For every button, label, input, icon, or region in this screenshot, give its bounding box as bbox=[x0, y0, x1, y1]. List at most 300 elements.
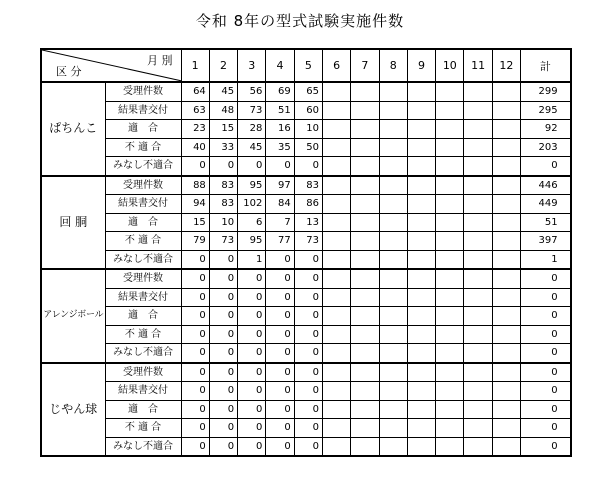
month-value-cell bbox=[351, 382, 379, 401]
month-value-cell: 73 bbox=[238, 101, 266, 120]
month-value-cell bbox=[322, 176, 350, 195]
month-value-cell bbox=[492, 382, 520, 401]
table-row bbox=[41, 195, 571, 214]
month-header-1: 1 bbox=[181, 49, 209, 82]
month-value-cell: 0 bbox=[266, 325, 294, 344]
total-value-cell: 0 bbox=[521, 419, 571, 438]
month-value-cell: 40 bbox=[181, 138, 209, 157]
month-value-cell: 0 bbox=[238, 382, 266, 401]
month-value-cell bbox=[322, 269, 350, 288]
month-value-cell: 0 bbox=[238, 437, 266, 456]
month-value-cell bbox=[351, 437, 379, 456]
month-value-cell bbox=[492, 138, 520, 157]
row-label-cell: みなし不適合 bbox=[105, 437, 181, 456]
total-value-cell: 397 bbox=[521, 232, 571, 251]
month-value-cell: 64 bbox=[181, 82, 209, 101]
month-value-cell bbox=[407, 82, 435, 101]
month-header-5: 5 bbox=[294, 49, 322, 82]
month-value-cell bbox=[351, 344, 379, 363]
month-value-cell bbox=[351, 176, 379, 195]
month-value-cell bbox=[436, 176, 464, 195]
month-value-cell bbox=[407, 195, 435, 214]
row-label-cell: 適 合 bbox=[105, 120, 181, 139]
table-row bbox=[41, 419, 571, 438]
row-label-cell: 結果書交付 bbox=[105, 195, 181, 214]
month-value-cell bbox=[351, 400, 379, 419]
month-value-cell: 0 bbox=[209, 288, 237, 307]
month-value-cell: 0 bbox=[181, 400, 209, 419]
month-value-cell: 0 bbox=[266, 288, 294, 307]
month-value-cell bbox=[407, 325, 435, 344]
table-body bbox=[41, 82, 571, 456]
month-value-cell: 0 bbox=[266, 157, 294, 176]
month-value-cell: 0 bbox=[181, 307, 209, 326]
total-value-cell: 0 bbox=[521, 157, 571, 176]
month-value-cell bbox=[492, 250, 520, 269]
month-value-cell bbox=[407, 157, 435, 176]
month-value-cell bbox=[407, 176, 435, 195]
month-value-cell: 0 bbox=[209, 157, 237, 176]
month-value-cell bbox=[351, 232, 379, 251]
month-value-cell: 0 bbox=[238, 344, 266, 363]
month-value-cell: 0 bbox=[238, 307, 266, 326]
month-value-cell bbox=[436, 232, 464, 251]
row-label-cell: 不 適 合 bbox=[105, 419, 181, 438]
total-value-cell: 295 bbox=[521, 101, 571, 120]
month-value-cell bbox=[464, 437, 492, 456]
month-value-cell: 0 bbox=[294, 288, 322, 307]
month-value-cell bbox=[379, 363, 407, 382]
month-value-cell: 69 bbox=[266, 82, 294, 101]
row-label-cell: 結果書交付 bbox=[105, 288, 181, 307]
month-value-cell bbox=[464, 120, 492, 139]
month-value-cell bbox=[379, 120, 407, 139]
month-value-cell: 73 bbox=[294, 232, 322, 251]
month-value-cell: 0 bbox=[294, 437, 322, 456]
month-value-cell: 84 bbox=[266, 195, 294, 214]
month-value-cell: 0 bbox=[294, 250, 322, 269]
row-label-cell: 適 合 bbox=[105, 307, 181, 326]
month-value-cell bbox=[464, 325, 492, 344]
month-value-cell bbox=[379, 176, 407, 195]
month-value-cell bbox=[464, 176, 492, 195]
month-value-cell bbox=[436, 288, 464, 307]
month-value-cell bbox=[379, 138, 407, 157]
row-label-cell: 適 合 bbox=[105, 400, 181, 419]
month-value-cell bbox=[407, 269, 435, 288]
total-header: 計 bbox=[521, 49, 571, 82]
month-value-cell bbox=[436, 195, 464, 214]
month-value-cell bbox=[322, 363, 350, 382]
row-label-cell: 受理件数 bbox=[105, 363, 181, 382]
month-header-9: 9 bbox=[407, 49, 435, 82]
month-value-cell: 0 bbox=[209, 307, 237, 326]
month-value-cell bbox=[436, 157, 464, 176]
month-value-cell: 10 bbox=[209, 213, 237, 232]
month-header-11: 11 bbox=[464, 49, 492, 82]
month-value-cell bbox=[379, 382, 407, 401]
month-value-cell: 45 bbox=[209, 82, 237, 101]
month-value-cell: 10 bbox=[294, 120, 322, 139]
month-value-cell: 0 bbox=[181, 250, 209, 269]
inspection-count-table bbox=[40, 48, 572, 457]
month-value-cell bbox=[407, 419, 435, 438]
month-value-cell bbox=[351, 82, 379, 101]
month-value-cell bbox=[492, 363, 520, 382]
month-value-cell bbox=[407, 288, 435, 307]
row-label-cell: みなし不適合 bbox=[105, 250, 181, 269]
month-value-cell: 0 bbox=[181, 344, 209, 363]
month-value-cell bbox=[407, 101, 435, 120]
month-value-cell bbox=[379, 325, 407, 344]
table-row bbox=[41, 288, 571, 307]
month-value-cell: 0 bbox=[209, 419, 237, 438]
month-value-cell bbox=[492, 419, 520, 438]
month-value-cell bbox=[407, 120, 435, 139]
month-value-cell bbox=[407, 437, 435, 456]
total-value-cell: 0 bbox=[521, 400, 571, 419]
month-value-cell: 0 bbox=[181, 288, 209, 307]
month-value-cell: 0 bbox=[209, 269, 237, 288]
month-value-cell bbox=[492, 157, 520, 176]
month-value-cell bbox=[407, 213, 435, 232]
month-value-cell bbox=[492, 307, 520, 326]
month-value-cell: 0 bbox=[238, 325, 266, 344]
row-label-cell: 受理件数 bbox=[105, 82, 181, 101]
month-header-7: 7 bbox=[351, 49, 379, 82]
month-value-cell: 28 bbox=[238, 120, 266, 139]
month-value-cell: 45 bbox=[238, 138, 266, 157]
month-value-cell: 15 bbox=[181, 213, 209, 232]
month-value-cell: 0 bbox=[181, 437, 209, 456]
total-value-cell: 0 bbox=[521, 382, 571, 401]
month-value-cell bbox=[464, 250, 492, 269]
month-value-cell: 15 bbox=[209, 120, 237, 139]
month-value-cell: 0 bbox=[294, 382, 322, 401]
month-value-cell bbox=[407, 250, 435, 269]
month-value-cell bbox=[407, 400, 435, 419]
month-value-cell: 0 bbox=[266, 437, 294, 456]
month-value-cell bbox=[464, 82, 492, 101]
category-cell: じやん球 bbox=[41, 363, 105, 457]
month-value-cell bbox=[492, 101, 520, 120]
row-label-cell: 受理件数 bbox=[105, 269, 181, 288]
month-value-cell bbox=[492, 195, 520, 214]
month-value-cell: 95 bbox=[238, 176, 266, 195]
month-header-10: 10 bbox=[436, 49, 464, 82]
month-value-cell bbox=[322, 138, 350, 157]
month-value-cell bbox=[436, 363, 464, 382]
month-value-cell bbox=[436, 419, 464, 438]
total-value-cell: 51 bbox=[521, 213, 571, 232]
month-value-cell bbox=[407, 344, 435, 363]
month-value-cell bbox=[407, 382, 435, 401]
month-value-cell: 0 bbox=[266, 344, 294, 363]
row-label-cell: 結果書交付 bbox=[105, 101, 181, 120]
month-value-cell bbox=[464, 269, 492, 288]
month-value-cell bbox=[322, 82, 350, 101]
month-value-cell: 0 bbox=[294, 363, 322, 382]
month-value-cell: 0 bbox=[238, 400, 266, 419]
month-value-cell bbox=[379, 437, 407, 456]
month-value-cell bbox=[351, 157, 379, 176]
month-value-cell: 0 bbox=[238, 157, 266, 176]
month-value-cell bbox=[436, 307, 464, 326]
month-value-cell: 0 bbox=[238, 363, 266, 382]
total-value-cell: 449 bbox=[521, 195, 571, 214]
month-value-cell: 63 bbox=[181, 101, 209, 120]
total-value-cell: 1 bbox=[521, 250, 571, 269]
month-value-cell bbox=[379, 101, 407, 120]
month-value-cell: 0 bbox=[209, 344, 237, 363]
month-value-cell bbox=[464, 363, 492, 382]
month-value-cell bbox=[492, 120, 520, 139]
corner-month-label: 月 別 bbox=[147, 54, 173, 67]
total-value-cell: 446 bbox=[521, 176, 571, 195]
header-row bbox=[41, 49, 571, 82]
month-value-cell bbox=[351, 195, 379, 214]
month-value-cell: 0 bbox=[266, 382, 294, 401]
month-value-cell: 6 bbox=[238, 213, 266, 232]
month-value-cell bbox=[351, 120, 379, 139]
month-value-cell: 0 bbox=[294, 269, 322, 288]
month-value-cell: 0 bbox=[266, 363, 294, 382]
table-row bbox=[41, 120, 571, 139]
total-value-cell: 0 bbox=[521, 344, 571, 363]
table-row bbox=[41, 250, 571, 269]
category-cell: ぱちんこ bbox=[41, 82, 105, 176]
month-value-cell bbox=[322, 307, 350, 326]
month-value-cell bbox=[379, 419, 407, 438]
month-value-cell bbox=[464, 138, 492, 157]
month-value-cell bbox=[464, 157, 492, 176]
total-value-cell: 203 bbox=[521, 138, 571, 157]
table-row bbox=[41, 213, 571, 232]
month-value-cell bbox=[436, 269, 464, 288]
month-value-cell bbox=[492, 269, 520, 288]
month-value-cell bbox=[436, 344, 464, 363]
month-value-cell: 88 bbox=[181, 176, 209, 195]
month-value-cell: 0 bbox=[181, 419, 209, 438]
corner-header-cell bbox=[41, 49, 181, 82]
month-value-cell: 0 bbox=[294, 400, 322, 419]
month-value-cell: 79 bbox=[181, 232, 209, 251]
month-value-cell bbox=[436, 250, 464, 269]
month-value-cell: 1 bbox=[238, 250, 266, 269]
month-value-cell: 0 bbox=[294, 419, 322, 438]
month-value-cell bbox=[379, 82, 407, 101]
month-value-cell bbox=[492, 400, 520, 419]
table-row bbox=[41, 232, 571, 251]
month-value-cell: 73 bbox=[209, 232, 237, 251]
month-value-cell bbox=[436, 138, 464, 157]
month-value-cell: 0 bbox=[181, 157, 209, 176]
month-value-cell bbox=[464, 232, 492, 251]
month-header-6: 6 bbox=[322, 49, 350, 82]
month-value-cell bbox=[322, 344, 350, 363]
month-value-cell: 0 bbox=[266, 419, 294, 438]
month-value-cell bbox=[322, 400, 350, 419]
month-value-cell bbox=[464, 344, 492, 363]
row-label-cell: 不 適 合 bbox=[105, 325, 181, 344]
month-value-cell bbox=[322, 120, 350, 139]
month-value-cell bbox=[492, 213, 520, 232]
month-value-cell: 0 bbox=[209, 400, 237, 419]
month-value-cell bbox=[436, 400, 464, 419]
month-value-cell: 0 bbox=[181, 382, 209, 401]
month-value-cell bbox=[379, 250, 407, 269]
month-value-cell bbox=[322, 382, 350, 401]
month-value-cell: 95 bbox=[238, 232, 266, 251]
month-value-cell bbox=[436, 325, 464, 344]
month-value-cell bbox=[492, 82, 520, 101]
month-value-cell: 94 bbox=[181, 195, 209, 214]
table-row bbox=[41, 363, 571, 382]
month-value-cell bbox=[322, 288, 350, 307]
month-value-cell bbox=[464, 195, 492, 214]
month-value-cell bbox=[379, 269, 407, 288]
month-value-cell bbox=[351, 138, 379, 157]
month-value-cell bbox=[492, 437, 520, 456]
month-value-cell: 0 bbox=[181, 325, 209, 344]
month-value-cell: 83 bbox=[209, 176, 237, 195]
month-value-cell bbox=[351, 250, 379, 269]
total-value-cell: 299 bbox=[521, 82, 571, 101]
month-value-cell: 56 bbox=[238, 82, 266, 101]
month-value-cell bbox=[322, 195, 350, 214]
month-value-cell: 51 bbox=[266, 101, 294, 120]
row-label-cell: 結果書交付 bbox=[105, 382, 181, 401]
month-value-cell: 7 bbox=[266, 213, 294, 232]
month-value-cell bbox=[464, 288, 492, 307]
month-value-cell: 0 bbox=[294, 344, 322, 363]
month-value-cell: 0 bbox=[181, 363, 209, 382]
month-value-cell: 102 bbox=[238, 195, 266, 214]
month-value-cell bbox=[322, 325, 350, 344]
month-value-cell bbox=[322, 213, 350, 232]
month-value-cell: 48 bbox=[209, 101, 237, 120]
corner-category-label: 区 分 bbox=[56, 65, 82, 78]
month-value-cell bbox=[379, 288, 407, 307]
month-value-cell: 0 bbox=[209, 250, 237, 269]
month-value-cell bbox=[436, 382, 464, 401]
month-value-cell: 35 bbox=[266, 138, 294, 157]
month-value-cell bbox=[407, 232, 435, 251]
month-value-cell: 13 bbox=[294, 213, 322, 232]
month-value-cell: 0 bbox=[266, 400, 294, 419]
month-value-cell: 16 bbox=[266, 120, 294, 139]
month-value-cell: 0 bbox=[181, 269, 209, 288]
month-value-cell bbox=[379, 232, 407, 251]
month-value-cell: 0 bbox=[294, 325, 322, 344]
month-value-cell bbox=[351, 419, 379, 438]
total-value-cell: 0 bbox=[521, 325, 571, 344]
month-value-cell bbox=[464, 307, 492, 326]
month-value-cell bbox=[351, 101, 379, 120]
total-value-cell: 0 bbox=[521, 307, 571, 326]
month-value-cell bbox=[464, 400, 492, 419]
month-value-cell bbox=[322, 232, 350, 251]
table-row bbox=[41, 325, 571, 344]
month-header-3: 3 bbox=[238, 49, 266, 82]
month-value-cell: 83 bbox=[294, 176, 322, 195]
month-value-cell bbox=[464, 419, 492, 438]
month-value-cell: 0 bbox=[266, 307, 294, 326]
month-value-cell bbox=[379, 157, 407, 176]
month-value-cell: 23 bbox=[181, 120, 209, 139]
month-value-cell: 0 bbox=[294, 157, 322, 176]
row-label-cell: 不 適 合 bbox=[105, 232, 181, 251]
month-value-cell: 0 bbox=[238, 269, 266, 288]
month-value-cell bbox=[407, 363, 435, 382]
month-value-cell bbox=[379, 344, 407, 363]
table-row bbox=[41, 101, 571, 120]
table-row bbox=[41, 307, 571, 326]
month-value-cell bbox=[379, 307, 407, 326]
row-label-cell: 適 合 bbox=[105, 213, 181, 232]
month-value-cell bbox=[407, 307, 435, 326]
month-value-cell bbox=[436, 437, 464, 456]
table-row bbox=[41, 400, 571, 419]
total-value-cell: 92 bbox=[521, 120, 571, 139]
month-value-cell bbox=[464, 213, 492, 232]
month-value-cell bbox=[351, 363, 379, 382]
table-row bbox=[41, 157, 571, 176]
month-value-cell bbox=[492, 232, 520, 251]
month-value-cell bbox=[322, 157, 350, 176]
month-value-cell: 0 bbox=[209, 363, 237, 382]
table-row bbox=[41, 82, 571, 101]
month-value-cell bbox=[436, 101, 464, 120]
month-header-4: 4 bbox=[266, 49, 294, 82]
month-value-cell: 0 bbox=[294, 307, 322, 326]
month-value-cell: 0 bbox=[266, 269, 294, 288]
month-value-cell bbox=[322, 101, 350, 120]
month-value-cell: 0 bbox=[266, 250, 294, 269]
month-header-8: 8 bbox=[379, 49, 407, 82]
month-value-cell: 86 bbox=[294, 195, 322, 214]
month-value-cell bbox=[379, 195, 407, 214]
row-label-cell: みなし不適合 bbox=[105, 344, 181, 363]
month-value-cell: 65 bbox=[294, 82, 322, 101]
month-header-2: 2 bbox=[209, 49, 237, 82]
month-value-cell: 0 bbox=[238, 419, 266, 438]
month-value-cell bbox=[379, 213, 407, 232]
row-label-cell: 受理件数 bbox=[105, 176, 181, 195]
month-value-cell bbox=[351, 213, 379, 232]
month-value-cell bbox=[436, 120, 464, 139]
table-row bbox=[41, 437, 571, 456]
month-header-12: 12 bbox=[492, 49, 520, 82]
month-value-cell: 0 bbox=[209, 382, 237, 401]
month-value-cell bbox=[492, 325, 520, 344]
month-value-cell: 83 bbox=[209, 195, 237, 214]
month-value-cell: 0 bbox=[209, 437, 237, 456]
total-value-cell: 0 bbox=[521, 437, 571, 456]
month-value-cell: 97 bbox=[266, 176, 294, 195]
month-value-cell bbox=[351, 325, 379, 344]
month-value-cell bbox=[351, 269, 379, 288]
table-row bbox=[41, 382, 571, 401]
month-value-cell bbox=[351, 307, 379, 326]
month-value-cell: 0 bbox=[238, 288, 266, 307]
month-value-cell bbox=[436, 82, 464, 101]
month-value-cell bbox=[379, 400, 407, 419]
month-value-cell: 33 bbox=[209, 138, 237, 157]
month-value-cell: 77 bbox=[266, 232, 294, 251]
page-title: 令和 8年の型式試験実施件数 bbox=[195, 12, 405, 30]
month-value-cell bbox=[322, 437, 350, 456]
